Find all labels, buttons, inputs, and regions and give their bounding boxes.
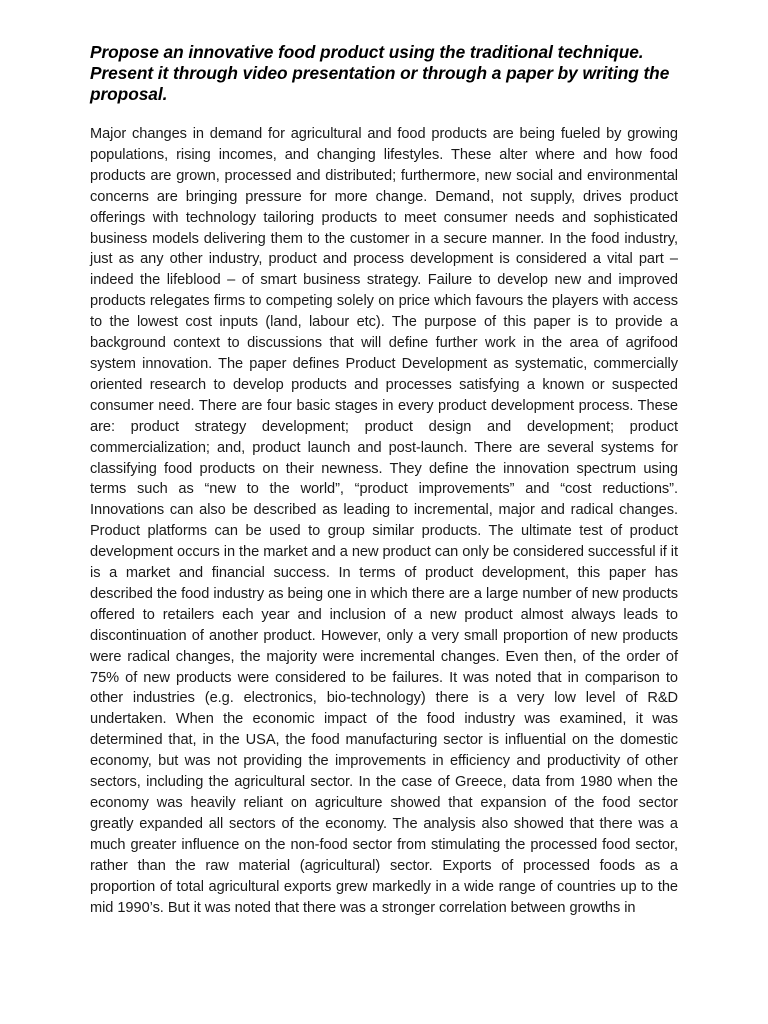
body-paragraph: Major changes in demand for agricultural and food products are being fueled by growing populations, rising incomes, and changing lifestyles. These alter where and how food products are grown, processed and distributed; furthermore, new social and environmental concerns are bringing pressure for more change. Demand, not supply, drives product offerings with technology tailoring products to meet consumer needs and sophisticated business models delivering them to the customer in a secure manner. In the food industry, just as any other industry, product and process development is considered a vital part – indeed the lifeblood – of smart business strategy. Failure to develop new and improved products relegates firms to competing solely on price which favours the players with access to the lowest cost inputs (land, labour etc). The purpose of this paper is to provide a background context to discussions that will define further work in the area of agrifood system innovation. The paper defines Product Development as systematic, commercially oriented research to develop products and processes satisfying a known or suspected consumer need. There are four basic stages in every product development process. These are: product strategy development; product design and development; product commercialization; and, product launch and post-launch. There are several systems for classifying food products on their newness. They define the innovation spectrum using terms such as “new to the world”, “product improvements” and “cost reductions”. Innovations can also be described as leading to incremental, major and radical changes. Product platforms can be used to group similar products. The ultimate test of product development occurs in the market and a new product can only be considered successful if it is a market and financial success. In terms of product development, this paper has described the food industry as being one in which there are a large number of new products offered to retailers each year and inclusion of a new product almost always leads to discontinuation of another product. However, only a very small proportion of new products were radical changes, the majority were incremental changes. Even then, of the order of 75% of new products were considered to be failures. It was noted that in comparison to other industries (e.g. electronics, bio-technology) there is a very low level of R&D undertaken. When the economic impact of the food industry was examined, it was determined that, in the USA, the food manufacturing sector is influential on the domestic economy, but was not providing the improvements in efficiency and productivity of other sectors, including the agricultural sector. In the case of Greece, data from 1980 when the economy was heavily reliant on agriculture showed that expansion of the food sector greatly expanded all sectors of the economy. The analysis also showed that there was a much greater influence on the non-food sector from stimulating the processed food sector, rather than the raw material (agricultural) sector. Exports of processed foods as a proportion of total agricultural exports grew markedly in a wide range of countries up to the mid 1990’s. But it was noted that there was a stronger correlation between growths in: [90, 126, 678, 916]
document-content: [90, 42, 678, 918]
document-title: Propose an innovative food product using the traditional technique. Present it through video presentation or through a paper by writing the proposal.: [90, 42, 670, 104]
